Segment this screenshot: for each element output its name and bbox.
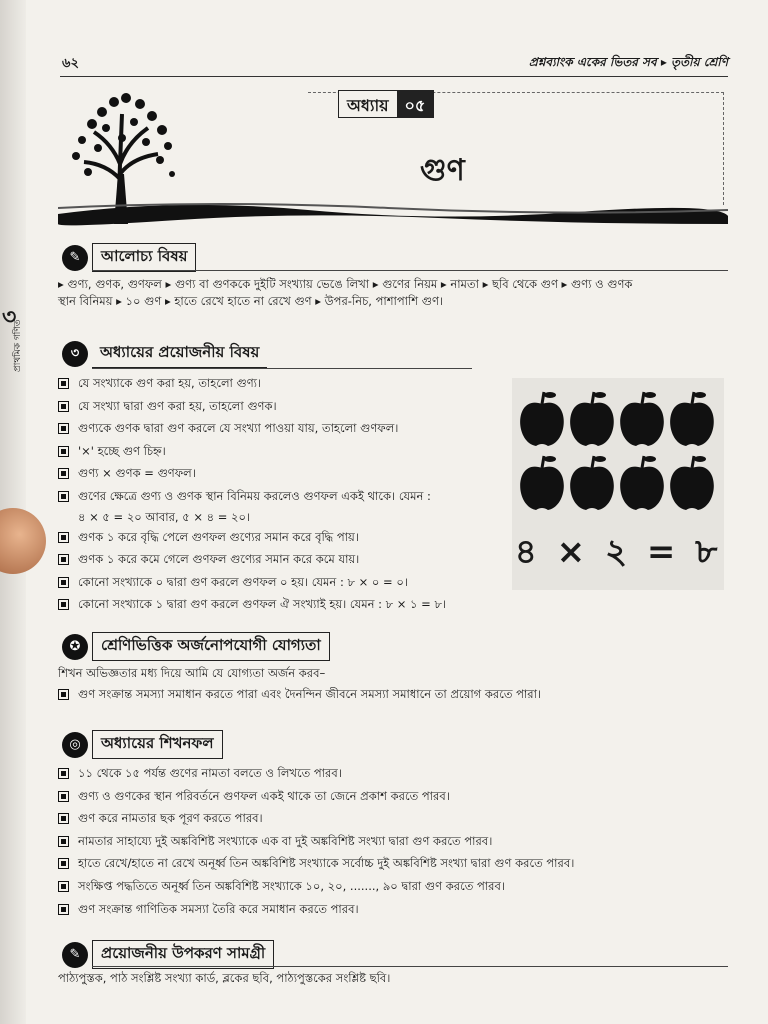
apple-icon xyxy=(620,392,664,446)
section-outcomes-header xyxy=(62,730,223,759)
competency-intro: শিখন অভিজ্ঞতার মধ্য দিয়ে আমি যে যোগ্যতা অর্জন করব– xyxy=(58,666,326,680)
pen-icon: ✎ xyxy=(62,245,88,271)
list-item xyxy=(58,898,574,921)
list-item-text: নামতার সাহায্যে দুই অঙ্কবিশিষ্ট সংখ্যাকে এক বা দুই অঙ্কবিশিষ্ট সংখ্যা দ্বারা গুণ করতে পারব। xyxy=(78,833,493,848)
section-rule xyxy=(92,270,728,271)
header-rule xyxy=(60,76,728,77)
topics-line: স্থান বিনিময় ▸ ১০ গুণ ▸ হাতে রেখে হাতে না রেখে গুণ ▸ উপর-নিচ, পাশাপাশি গুণ। xyxy=(58,294,444,308)
apple-icon xyxy=(520,392,564,446)
section-number-icon: ৩ xyxy=(62,341,88,367)
list-item-text: গুণের ক্ষেত্রে গুণ্য ও গুণক স্থান বিনিময় করলেও গুণফল একই থাকে। যেমন : xyxy=(78,488,431,503)
list-item xyxy=(58,762,574,785)
apple-icon xyxy=(670,456,714,510)
materials-text: পাঠ্যপুস্তক, পাঠ সংশ্লিষ্ট সংখ্যা কার্ড, ব্লকের ছবি, পাঠ্যপুস্তকের সংশ্লিষ্ট ছবি। xyxy=(58,971,391,985)
list-item xyxy=(58,372,446,395)
list-item xyxy=(58,548,446,571)
apple-icon xyxy=(520,456,564,510)
apple-icon xyxy=(570,456,614,510)
list-item xyxy=(58,440,446,463)
bullet-box-icon xyxy=(58,813,69,824)
section-title: প্রয়োজনীয় উপকরণ সামগ্রী xyxy=(92,940,274,969)
bullet-box-icon xyxy=(58,768,69,779)
list-item-text: গুণক ১ করে কমে গেলে গুণফল গুণ্যের সমান করে কমে যায়। xyxy=(78,552,360,567)
pen-icon: ✎ xyxy=(62,942,88,968)
section-topics-header xyxy=(62,243,196,272)
apples-figure xyxy=(512,378,724,590)
running-head: প্রশ্নব্যাংক একের ভিতর সব ▸ তৃতীয় শ্রেণি xyxy=(528,55,728,69)
list-item xyxy=(58,785,574,808)
banner-wave xyxy=(58,194,728,228)
list-item xyxy=(58,807,574,830)
chapter-label-text: অধ্যায় xyxy=(347,96,389,115)
list-item-text: সংক্ষিপ্ত পদ্ধতিতে অনূর্ধ্ব তিন অঙ্কবিশিষ্ট সংখ্যাকে ১০, ২০, ......., ৯০ দ্বারা গুণ করতে পারব। xyxy=(78,878,505,893)
list-item xyxy=(58,417,446,440)
list-item xyxy=(58,875,574,898)
bullet-box-icon xyxy=(58,401,69,412)
topics-line: ▸ গুণ্য, গুণক, গুণফল ▸ গুণ্য বা গুণককে দুইটি সংখ্যায় ভেঙে লিখা ▸ গুণের নিয়ম ▸ নামতা ▸ ছবি থেকে গুণ ▸ গুণ্য ও গুণক xyxy=(58,277,633,291)
list-item-text: কোনো সংখ্যাকে ১ দ্বারা গুণ করলে গুণফল ঐ সংখ্যাই হয়। যেমন : ৮ × ১ = ৮। xyxy=(78,597,447,612)
bullet-box-icon xyxy=(58,554,69,565)
list-item-text: গুণ্য × গুণক = গুণফল। xyxy=(78,466,196,481)
list-item xyxy=(58,852,574,875)
thumb-photo-artifact xyxy=(0,508,46,574)
competency-list xyxy=(58,683,541,706)
topics-text xyxy=(58,276,738,310)
chapter-banner xyxy=(58,84,728,230)
list-item-text: যে সংখ্যাকে গুণ করা হয়, তাহলো গুণ্য। xyxy=(78,376,262,390)
list-item-text: যে সংখ্যা দ্বারা গুণ করা হয়, তাহলো গুণক। xyxy=(78,398,277,413)
essentials-list xyxy=(58,372,446,616)
side-chapter-number: ৩ xyxy=(2,305,17,330)
bullet-box-icon xyxy=(58,881,69,892)
star-icon: ✪ xyxy=(62,634,88,660)
bullet-box-icon xyxy=(58,858,69,869)
section-title: শ্রেণিভিত্তিক অর্জনোপযোগী যোগ্যতা xyxy=(92,632,330,661)
section-rule xyxy=(92,368,472,369)
bullet-box-icon xyxy=(58,599,69,610)
chapter-number: ০৫ xyxy=(397,91,434,117)
bullet-box-icon xyxy=(58,378,69,389)
bullet-box-icon xyxy=(58,468,69,479)
list-item xyxy=(58,526,446,549)
bullet-box-icon xyxy=(58,836,69,847)
bullet-box-icon xyxy=(58,491,69,502)
chapter-title: গুণ xyxy=(420,153,465,188)
list-item-text: গুণ করে নামতার ছক পূরণ করতে পারব। xyxy=(78,811,263,826)
section-rule xyxy=(92,966,728,967)
apple-icon xyxy=(670,392,714,446)
apple-icon xyxy=(570,392,614,446)
bullet-box-icon xyxy=(58,532,69,543)
page-number: ৬২ xyxy=(62,56,79,71)
target-icon: ◎ xyxy=(62,732,88,758)
list-item xyxy=(58,395,446,418)
section-competency-header xyxy=(62,632,330,661)
list-item-text: গুণ সংক্রান্ত সমস্যা সমাধান করতে পারা এবং দৈনন্দিন জীবনে সমস্যা সমাধানে তা প্রয়োগ করতে পারা। xyxy=(78,687,542,701)
figure-equation: ৪ × ২ = ৮ xyxy=(514,532,722,572)
list-item-text: হাতে রেখে/হাতে না রেখে অনূর্ধ্ব তিন অঙ্কবিশিষ্ট সংখ্যাকে সর্বোচ্চ দুই অঙ্কবিশিষ্ট সংখ্যা দ্বারা গুণ করতে পারব। xyxy=(78,856,575,871)
section-essentials-header xyxy=(62,340,267,368)
list-item xyxy=(58,462,446,485)
list-item-text: ১১ থেকে ১৫ পর্যন্ত গুণের নামতা বলতে ও লিখতে পারব। xyxy=(78,766,342,780)
apple-icon xyxy=(620,456,664,510)
section-title: অধ্যায়ের শিখনফল xyxy=(92,730,223,759)
bullet-box-icon xyxy=(58,446,69,457)
bullet-box-icon xyxy=(58,423,69,434)
list-item xyxy=(58,830,574,853)
bullet-box-icon xyxy=(58,791,69,802)
section-title: আলোচ্য বিষয় xyxy=(92,243,196,272)
list-item-example: ৪ × ৫ = ২০ আবার, ৫ × ৪ = ২০। xyxy=(78,509,251,524)
side-subject-label: প্রাথমিক গণিত xyxy=(13,319,23,372)
list-item-text: কোনো সংখ্যাকে ০ দ্বারা গুণ করলে গুণফল ০ হয়। যেমন : ৮ × ০ = ০। xyxy=(78,574,408,589)
outcomes-list xyxy=(58,762,574,920)
list-item-text: '×' হচ্ছে গুণ চিহ্ন। xyxy=(78,443,166,458)
section-materials-header xyxy=(62,940,274,969)
bullet-box-icon xyxy=(58,904,69,915)
bullet-box-icon xyxy=(58,689,69,700)
list-item xyxy=(58,593,446,616)
list-item-text: গুণক ১ করে বৃদ্ধি পেলে গুণফল গুণ্যের সমান করে বৃদ্ধি পায়। xyxy=(78,529,359,544)
apple-grid xyxy=(512,378,724,528)
section-title: অধ্যায়ের প্রয়োজনীয় বিষয় xyxy=(92,340,267,368)
list-item xyxy=(58,571,446,594)
list-item-text: গুণ্য ও গুণকের স্থান পরিবর্তনে গুণফল একই থাকে তা জেনে প্রকাশ করতে পারব। xyxy=(78,788,450,803)
list-item xyxy=(58,485,446,526)
list-item-text: গুণ সংক্রান্ত গাণিতিক সমস্যা তৈরি করে সমাধান করতে পারব। xyxy=(78,901,359,916)
chapter-label xyxy=(338,90,434,118)
list-item-text: গুণ্যকে গুণক দ্বারা গুণ করলে যে সংখ্যা পাওয়া যায়, তাহলো গুণফল। xyxy=(78,421,399,436)
list-item xyxy=(58,683,541,706)
bullet-box-icon xyxy=(58,577,69,588)
